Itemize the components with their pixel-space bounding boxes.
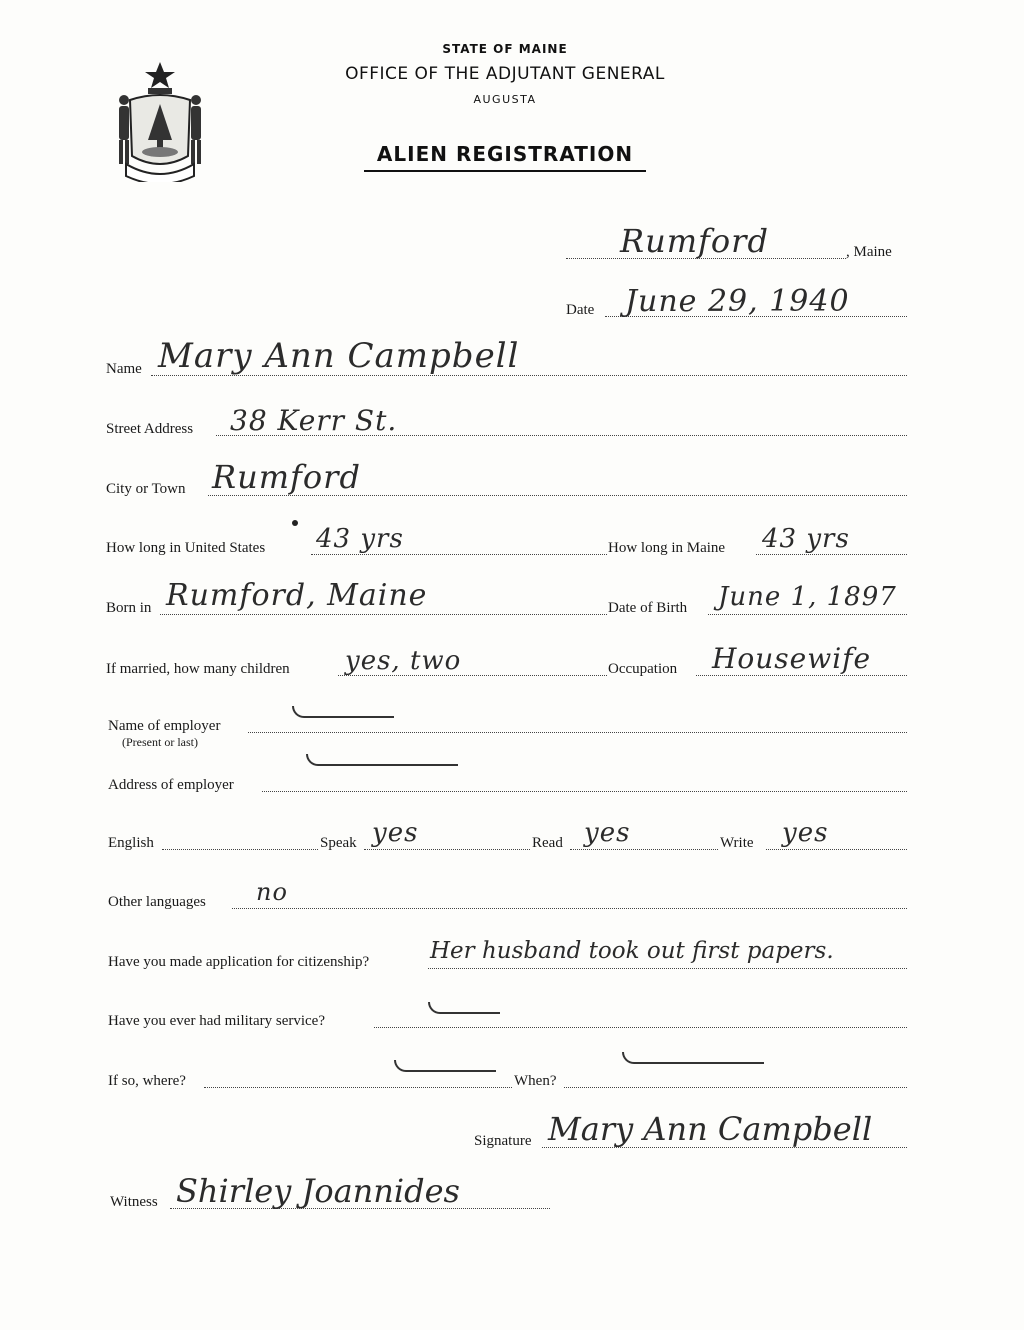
blank-mark [394,1060,496,1072]
date-label: Date [566,302,595,318]
form-title: ALIEN REGISTRATION [364,142,646,172]
citizenship-line [428,968,907,969]
date-value: June 29, 1940 [625,284,850,319]
occupation-label: Occupation [608,661,678,677]
employer-label: Name of employer [108,718,221,734]
where-line [204,1087,512,1088]
dob-line [708,614,907,615]
signature-label: Signature [474,1133,532,1149]
speak-label: Speak [320,835,357,851]
when-label: When? [514,1073,557,1089]
place-suffix: , Maine [846,244,892,260]
citizenship-value: Her husband took out first papers. [430,938,834,964]
us-duration-value: 43 yrs [316,524,404,554]
header-city: AUGUSTA [473,93,537,106]
maine-duration-line [756,554,907,555]
street-label: Street Address [106,421,194,437]
speak-line [364,849,530,850]
english-label: English [108,835,154,851]
children-label: If married, how many children [106,661,290,677]
read-line [570,849,718,850]
other-languages-value: no [256,878,288,906]
born-in-line [160,614,607,615]
write-label: Write [720,835,754,851]
street-value: 38 Kerr St. [230,404,398,437]
maine-duration-value: 43 yrs [762,524,850,554]
where-label: If so, where? [108,1073,186,1089]
english-line [162,849,318,850]
employer-address-label: Address of employer [108,777,234,793]
blank-mark [428,1002,500,1014]
employer-line [248,732,907,733]
witness-value: Shirley Joannides [176,1172,460,1210]
employer-address-line [262,791,907,792]
employer-sublabel: (Present or last) [122,735,198,749]
other-languages-line [232,908,907,909]
blank-mark [292,706,394,718]
signature-value: Mary Ann Campbell [548,1110,873,1148]
occupation-line [696,675,907,676]
read-value: yes [584,818,631,848]
write-value: yes [782,818,829,848]
read-label: Read [532,835,563,851]
name-value: Mary Ann Campbell [158,336,520,376]
occupation-value: Housewife [712,642,872,675]
born-in-label: Born in [106,600,152,616]
place-value: Rumford [620,222,769,260]
name-label: Name [106,361,142,377]
born-in-value: Rumford, Maine [166,578,428,613]
us-duration-line [311,554,607,555]
header-state: STATE OF MAINE [442,42,568,56]
us-duration-label: How long in United States [106,540,266,556]
children-value: yes, two [345,646,462,676]
other-languages-label: Other languages [108,894,206,910]
maine-duration-label: How long in Maine [608,540,726,556]
dob-value: June 1, 1897 [718,582,897,612]
write-line [766,849,907,850]
ink-speck [292,520,298,526]
city-value: Rumford [212,458,361,496]
blank-mark [622,1052,764,1064]
header-office: OFFICE OF THE ADJUTANT GENERAL [345,64,665,84]
citizenship-label: Have you made application for citizenship? [108,954,370,970]
military-label: Have you ever had military service? [108,1013,325,1029]
city-label: City or Town [106,481,186,497]
military-line [374,1027,907,1028]
speak-value: yes [372,818,419,848]
dob-label: Date of Birth [608,600,688,616]
witness-label: Witness [110,1194,158,1210]
blank-mark [306,754,458,766]
when-line [564,1087,907,1088]
